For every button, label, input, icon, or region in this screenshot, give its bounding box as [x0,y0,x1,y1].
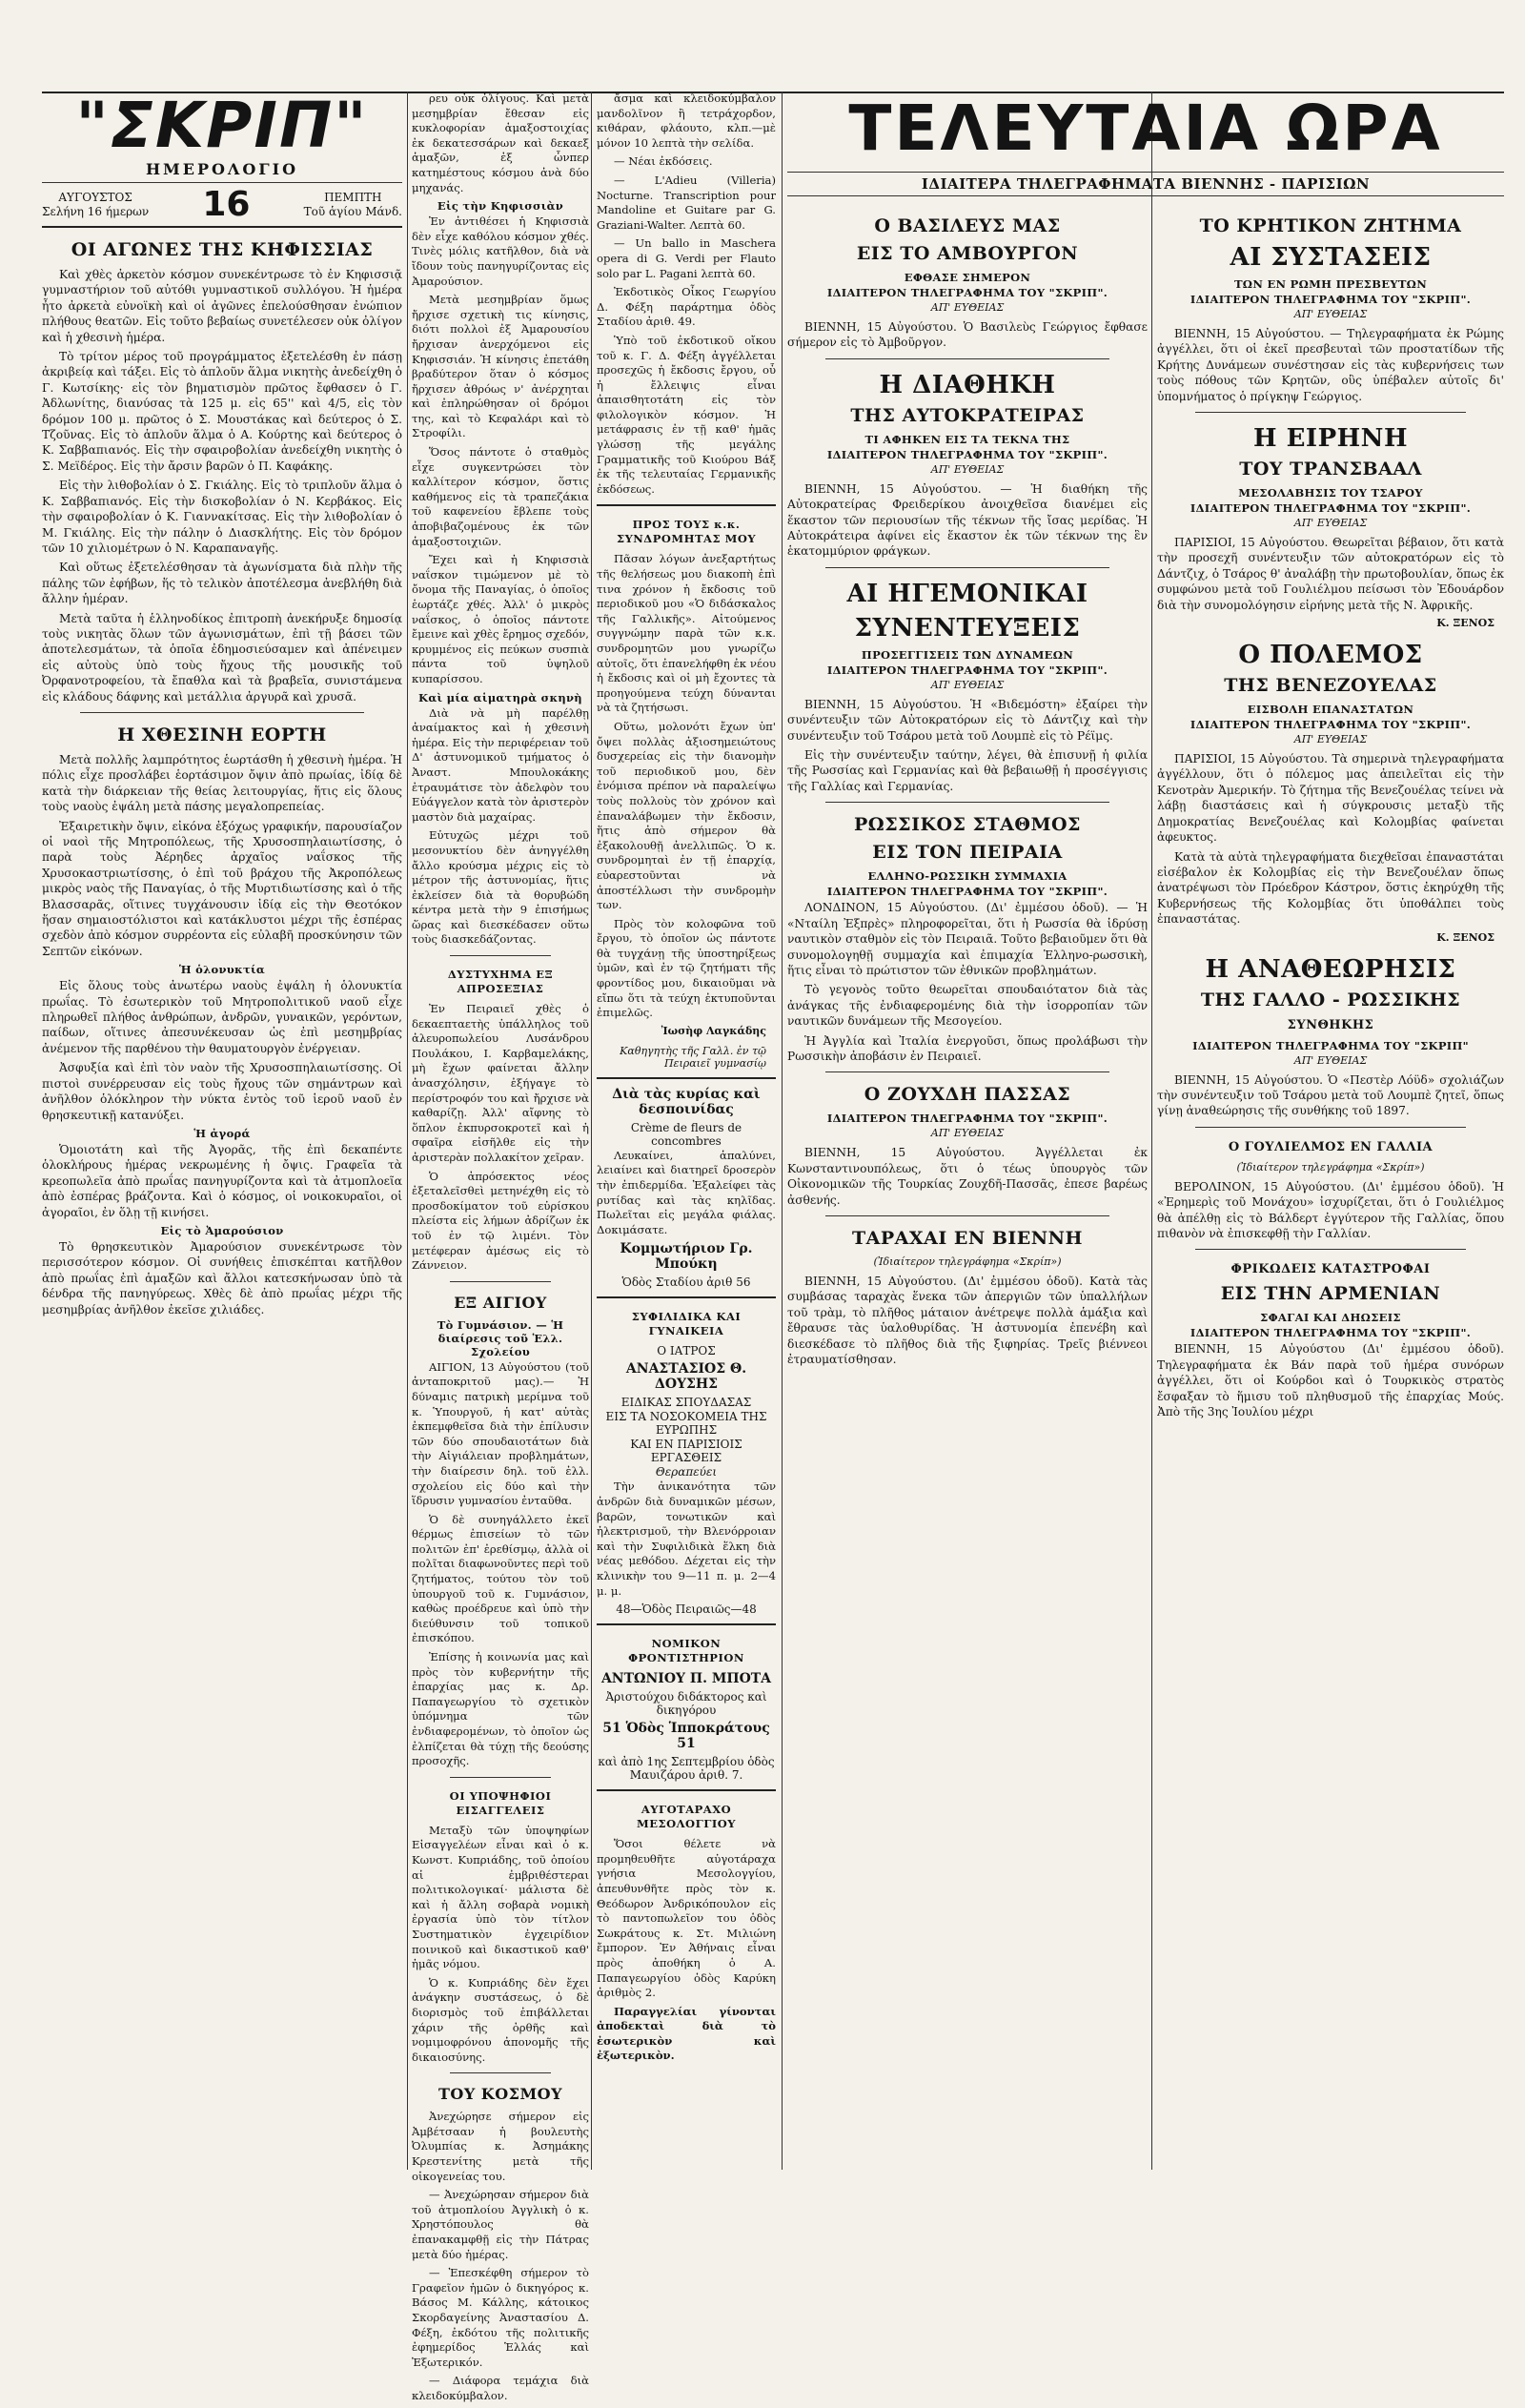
article-paragraph: ΠΑΡΙΣΙΟΙ, 15 Αὐγούστου. Τὰ σημερινὰ τηλεγραφήματα ἀγγέλλουν, ὅτι ὁ πόλεμος μας ἀπειλεῖται εἰς τὴν Κενοτρὰν Ἀμερικήν. Τὸ ζήτημα τῆς Βενεζουέλας τείνει νὰ λάβῃ διαστάσεις καὶ ἡ σύγκρουσις μεταξὺ τῆς Δημοκρατίας Βενεζουέλας καὶ Κολομβίας φαίνεται ἀφευκτος. [1157,752,1504,845]
headline: ΤΟ ΚΡΗΤΙΚΟΝ ΖΗΤΗΜΑ [1199,215,1462,236]
article-paragraph: ΒΙΕΝΝΗ, 15 Αὐγούστου. — Ἡ διαθήκη τῆς Αὐτοκρατείρας Φρειδερίκου ἀνοιχθεῖσα διανέμει εἰς ἕκαστον τῶν περιουσίων τῆς τέκνων τῆς ἴσας μερίδας. Ἡ Αὐτοκράτειρα ἀφίνει εἰς ἕκαστον ἐκ τῶν τέκνων της ἓν ἑκατομμύριον φράγκων. [787,481,1148,559]
article-paragraph: Τὸ τρίτον μέρος τοῦ προγράμματος ἐξετελέσθη ἐν πάσῃ ἀκριβείᾳ καὶ τάξει. Εἰς τὸ ἁπλοῦν ἅλμα νικητὴς ἀνεδείχθη ὁ Γ. Κωτσίκης· εἰς τὸν βηματισμὸν πρῶτος ἔφθασεν ὁ Γ. Ἀδλωνίτης, διανύσας τὰ 125 μ. εἰς 65'' καὶ 4/5, εἰς τὸν δρόμον 100 μ. πρῶτος ὁ Σ. Μουστάκας καὶ δεύτερος ὁ Σ. Τζοῦνας. Εἰς τὸ ἁπλοῦν ἅλμα ὁ Α. Κούρτης καὶ δεύτερος ὁ Κ. Σαββαπιανός. Εἰς τὴν σφαιροβολίαν ἀνεδείχθη νικητὴς ὁ Σ. Μεϊδέρος. Εἰς τὴν ἄρσιν βαρῶν ὁ Π. Καφάκης. [42,350,402,473]
article-paragraph: Ὁ δὲ συνηγάλλετο ἐκεῖ θέρμως ἐπισείων τὸ τῶν πολιτῶν ἐπ' ἐρεθίσμῳ, ἀλλὰ οἱ πολῖται διαφωνοῦντες περὶ τοῦ ζητήματος, τούτου τὸν τοῦ ὑπουργοῦ τοῦ κ. Γυμνάσιον, καθὼς προέδρευε καὶ ὑπὸ τὴν διεύθυνσιν τοῦ τοπικοῦ ἐπισκόπου. [412,1512,589,1645]
telegram-label: ΙΔΙΑΙΤΕΡΟΝ ΤΗΛΕΓΡΑΦΗΜΑ ΤΟΥ "ΣΚΡΙΠ" [1192,1038,1469,1052]
signature: Ἰωσὴφ Λαγκάδης [661,1024,766,1037]
section-divider [597,1623,776,1625]
column-3 [787,204,1148,1371]
article-paragraph: Ὁ κ. Κυπριάδης δὲν ἔχει ἀνάγκην συστάσεως, ὁ δὲ διορισμὸς τοῦ ἐπιβάλλεται χάριν τῆς ὀρθῆς καὶ νομιμοφρόνου ἀπονομῆς τῆς δικαιοσύνης. [412,1975,589,2064]
headline: ΕΙΣ ΤΗΝ ΑΡΜΕΝΙΑΝ [1220,1283,1441,1305]
article-paragraph: — Ἀνεχώρησαν σήμερον διὰ τοῦ ἀτμοπλοίου Ἀγγλικὴ ὁ κ. Χρηστόπουλος θὰ ἐπανακαμφθῇ εἰς τὴν Πάτρας μετὰ δύο ἡμέρας. [412,2188,589,2261]
headline: ΕΙΣ ΤΟΝ ΠΕΙΡΑΙΑ [872,842,1063,864]
headline-sub: ΠΡΟΣΕΓΓΙΣΕΙΣ ΤΩΝ ΔΥΝΑΜΕΩΝ [861,647,1074,662]
direct-label: ΑΠ' ΕΥΘΕΙΑΣ [930,301,1005,314]
column-divider [1151,92,1152,2170]
article-paragraph: ΒΙΕΝΝΗ, 15 Αὐγούστου (Δι' ἐμμέσου ὁδοῦ). Τηλεγραφήματα ἐκ Βάν παρὰ τοῦ ἡμέρα συνόρων ἀγγέλλει, ὅτι οἱ Κούρδοι καὶ ὁ Τουρκικὸς στρατὸς ἔσφαξαν τὸ ἥμισυ τοῦ πληθυσμοῦ τῆς ἐπαρχίας Μούς. Ἀπὸ τῆς 3ης Ἰουλίου μέχρι [1157,1342,1504,1418]
article-paragraph: — Νέαι ἐκδόσεις. [614,154,713,169]
section-divider [450,1281,551,1282]
article-paragraph: ΛΟΝΔΙΝΟΝ, 15 Αὐγούστου. (Δι' ἐμμέσου ὁδοῦ). — Ἡ «Νταίλη Ἐξπρὲς» πληροφορεῖται, ὅτι ἡ Ρωσσία θὰ ἱδρύσῃ ναυτικὸν σταθμὸν εἰς τὸν Πειραιᾶ. Τοῦτο βεβαιοῦμεν ὅτι θὰ συνομολογηθῇ συμμαχία καὶ ἐπιμαχία Ἑλληνο-ρωσσικὴ, ἥτις εἶναι τὸ πρώτιστον τῶν ἐθνικῶν προβλημάτων. [787,901,1148,977]
article-paragraph: Πᾶσαν λόγων ἀνεξαρτήτως τῆς θελήσεως μου διακοπὴ ἐπὶ τινα χρόνον ἡ ἔκδοσις τοῦ περιοδικοῦ μου «Ὁ διδάσκαλος τῆς Γαλλικῆς». Αἰτούμενος συγγνώμην παρὰ τῶν κ.κ. συνδρομητῶν μου γνωρίζω αὐτοῖς, ὅτι ἐπανελήφθη ἐκ νέου ἡ ἔκδοσις καὶ οἱ μὴ ἔχοντες τὰ προηγούμενα τεύχη δύνανται νὰ τὰ ζητήσωσι. [597,552,776,715]
article-paragraph: Τὸ θρησκευτικὸν Ἀμαρούσιον συνεκέντρωσε τὸν περισσότερον κόσμον. Οἱ συνήθεις ἐπισκέπται κατῆλθον ἀπὸ πρωΐας ἐπὶ ἁμαξῶν καὶ ἄλλοι κατεσκήνωσαν ὑπὸ τὰ δένδρα τῆς πανηγύρεως. Χθὲς δὲ ἀπὸ πρωΐας μέχρι τῆς μεσημβρίας ἀνῆλθον ἐκεῖσε χιλιάδες. [42,1239,402,1316]
column-4 [1157,204,1504,1423]
ad-address: 51 Ὁδὸς Ἱπποκράτους 51 [602,1721,770,1752]
article-paragraph: Ὅσος πάντοτε ὁ σταθμὸς εἶχε συγκεντρώσει τὸν καλλίτερον κόσμον, ὅστις καθήμενος εἰς τὰ τραπεζάκια τοῦ καφενείου ἔβλεπε τοὺς ἀποβιβαζομένους ἐκ τῶν ἁμαξοστοιχιῶν. [412,445,589,548]
section-divider [80,712,364,713]
article-paragraph: Διὰ νὰ μὴ παρέλθῃ ἀναίμακτος καὶ ἡ χθεσινὴ ἡμέρα. Εἰς τὴν περιφέρειαν τοῦ Δ' ἀστυνομικοῦ τμήματος ὁ Ἀναστ. Μπουλοκάκης ἐτραυμάτισε τὸν ἀδελφὸν του Εὐάγγελον κατὰ τὸν ἀριστερὸν μαστὸν διὰ μαχαίρας. [412,705,589,824]
headline: ΤΟΥ ΤΡΑΝΣΒΑΑΛ [1239,459,1422,480]
headline-sub: ΕΦΘΑΣΕ ΣΗΜΕΡΟΝ [904,271,1031,284]
telegram-label: ΙΔΙΑΙΤΕΡΟΝ ΤΗΛΕΓΡΑΦΗΜΑ ΤΟΥ "ΣΚΡΙΠ". [826,1112,1108,1126]
article-paragraph: Οὕτω, μολονότι ἔχων ὑπ' ὄψει πολλὰς ἀξιοσημειώτους δυσχερείας εἰς τὴν διανομὴν τοῦ περιοδικοῦ μου, δὲν ἐνόμισα πρέπον νὰ παραλείψω τοὺς πολλοὺς τὸν χρόνον καὶ ἐπαναλάβωμεν τὴν ἔκδοσιν, ἥτις ἀπὸ σήμερον θὰ ἐξακολουθῇ ἀνελλιπῶς. Ὁ κ. συνδρομηταὶ ἐν τῇ ἐπαρχίᾳ, εὐαρεστοῦνται νὰ ἀποστέλλωσι τὴν συνδρομὴν των. [597,719,776,912]
signature: Κ. ΞΕΝΟΣ [1436,617,1494,630]
ad-line: καὶ ἀπὸ 1ης Σεπτεμβρίου ὁδὸς Μαυιζάρου ἀριθ. 7. [598,1755,775,1783]
headline: ΤΑΡΑΧΑΙ ΕΝ ΒΙΕΝΝΗ [852,1227,1083,1249]
ad-title: Διὰ τὰς κυρίας καὶ δεσποινίδας [612,1086,761,1117]
article-title: ΟΙ ΥΠΟΨΗΦΙΟΙ ΕΙΣΑΓΓΕΛΕΙΣ [449,1788,552,1817]
masthead-weekday: ΠΕΜΠΤΗ [324,190,382,204]
direct-label: ΑΠ' ΕΥΘΕΙΑΣ [930,1127,1005,1140]
article-paragraph: ΒΙΕΝΝΗ, 15 Αὐγούστου. Ἀγγέλλεται ἐκ Κωνσταντινουπόλεως, ὅτι ὁ τέως ὑπουργὸς τῶν Οἰκονομικῶν τῆς Τουρκίας Ζουχδῆ-Πασσᾶς, ἐπεσε βαρέως ἀσθενής. [787,1146,1148,1207]
section-divider [825,802,1109,803]
article-subheading: Καὶ μία αἱματηρὰ σκηνὴ [418,690,582,704]
article-paragraph: Καὶ οὕτως ἐξετελέσθησαν τὰ ἀγωνίσματα διὰ πλὴν τῆς πάλης τῶν ἐφήβων, ἥς τὸ τελικὸν ἀποτέλεσμα ἀνεβλήθη διὰ ἄλλην ἡμέραν. [42,561,402,606]
article-paragraph: ΒΙΕΝΝΗ, 15 Αὐγούστου. Ὁ «Πεστὲρ Λόϋδ» σχολιάζων τὴν συνέντευξιν τοῦ Τσάρου μετὰ τοῦ Λουμπὲ ζητεῖ, ὅπως γίνῃ ἀναθεώρησις τῆς συνθήκης τοῦ 1897. [1157,1072,1504,1118]
telegram-label: ΙΔΙΑΙΤΕΡΟΝ ΤΗΛΕΓΡΑΦΗΜΑ ΤΟΥ "ΣΚΡΙΠ". [826,447,1108,461]
direct-label: ΑΠ' ΕΥΘΕΙΑΣ [930,462,1005,476]
section-divider [825,358,1109,359]
telegram-label: ΙΔΙΑΙΤΕΡΟΝ ΤΗΛΕΓΡΑΦΗΜΑ ΤΟΥ "ΣΚΡΙΠ". [1190,1326,1472,1340]
article-paragraph: Κατὰ τὰ αὐτὰ τηλεγραφήματα διεχθεῖσαι ἐπαναστάται εἰσέβαλον ἐκ Κολομβίας εἰς τὴν Βενεζουέλαν ὅπως ἀνατρέψωσι τὸν Πρόεδρον Κάστρον, ὅστις ἐκηρύχθη τῆς Κυβερνήσεως τῆς Κολομβίας ὅτι ὑποθάλπει τοὺς ἐπαναστάτας. [1157,849,1504,927]
article-paragraph: — Ἐπεσκέφθη σήμερον τὸ Γραφεῖον ἡμῶν ὁ δικηγόρος κ. Βάσος Μ. Κάλλης, κάτοικος Σκορδαγείνης Ἀναστασίου Δ. Φέξη, ἐκδότου τῆς πολιτικῆς ἐφημερίδος Ἑλλάς καὶ Ἐξωτερικόν. [412,2266,589,2369]
article-paragraph: ΒΙΕΝΝΗ, 15 Αὐγούστου. (Δι' ἐμμέσου ὁδοῦ). Κατὰ τὰς συμβάσας ταραχὰς ἕνεκα τῶν ἀπεργιῶν τῶν ὑπαλλήλων τοῦ τρὰμ, τὸ πλῆθος μάταιον ἀνέτρεψε πολλὰ ἁμάξια καὶ ἔθραυσε τὰς ὑαλοθυρίδας. Ἡ ἀστυνομία ἐπενέβη καὶ διεσκέδασε τὸ πλῆθος διὰ τῆς ξιφηρίας. Τρεῖς βιέννεοι ἐτραυματίσθησαν. [787,1274,1148,1366]
article-title: ΕΞ ΑΙΓΙΟΥ [454,1293,547,1312]
article-paragraph: ΒΕΡΟΛΙΝΟΝ, 15 Αὐγούστου. (Δι' ἐμμέσου ὁδοῦ). Ἡ «Ἐρημερὶς τοῦ Μονάχου» ἰσχυρίζεται, ὅτι ὁ Γουλιέλμος θὰ ἀπέλθῃ εἰς τὸ Βάλδερτ ἐγγύτερον τῆς Γαλλίας, ὅπου πιθανὸν νὰ ἐπισκεφθῇ τὴν Γαλλίαν. [1157,1179,1504,1240]
headline-sub: ΜΕΣΟΛΑΒΗΣΙΣ ΤΟΥ ΤΣΑΡΟΥ [1238,486,1423,500]
article-subheading: Τὸ Γυμνάσιον. — Ἡ διαίρεσις τοῦ Ἑλλ. Σχολείου [437,1317,564,1358]
ad-body: Λευκαίνει, ἁπαλύνει, λειαίνει καὶ διατηρεῖ δροσερὸν τὴν ἐπιδερμίδα. Ἐξαλείφει τὰς ρυτίδας καὶ τὰς κηλῖδας. Πωλεῖται εἰς μεγάλα φιάλας. Δοκιμάσατε. [597,1148,776,1236]
masthead-right [304,191,402,219]
section-divider [450,1777,551,1778]
masthead-subtitle: ΗΜΕΡΟΛΟΓΙΟ [145,160,299,178]
ad-name: ΑΝΑΣΤΑΣΙΟΣ Θ. ΔΟΥΣΗΣ [625,1361,747,1393]
masthead-left [42,191,149,219]
article-subheading: Ἡ ὁλονυκτία [178,963,266,977]
telegram-label: (Ἰδιαίτερον τηλεγράφημα «Σκρίπ») [1236,1160,1425,1173]
masthead-saint: Τοῦ ἁγίου Μάνδ. [303,204,402,218]
ad-body: Τὴν ἀνικανότητα τῶν ἀνδρῶν διὰ δυναμικῶν μέσων, βαρῶν, τονωτικῶν καὶ ἠλεκτρισμοῦ, τὴν Βλενόρροιαν καὶ τὴν Συφιλιδικὰ ἕλκη διὰ νέας μεθόδου. Δέχεται εἰς τὴν κλινικὴν του 9—11 π. μ. 2—4 μ. μ. [597,1479,776,1598]
column-divider [591,92,592,2170]
ad-name: ΑΝΤΩΝΙΟΥ Π. ΜΠΟΤΑ [600,1671,772,1687]
telegram-label: ΙΔΙΑΙΤΕΡΟΝ ΤΗΛΕΓΡΑΦΗΜΑ ΤΟΥ "ΣΚΡΙΠ". [826,663,1108,677]
article-paragraph: Εὐτυχῶς μέχρι τοῦ μεσονυκτίου δὲν ἀνηγγέλθη ἄλλο κρούσμα μέχρις εἰς τὸ μέτρον τῆς ἀστυνομίας, ἥτις ἐκλείσεν διὰ τὰ θορυβώδη κέντρα μετὰ τὴν 9 ἐπισήμως ὥρας καὶ διεσκέδασεν οὕτω τοὺς διασκεδάζοντας. [412,828,589,947]
section-divider [825,1215,1109,1216]
masthead-moon: Σελήνη 16 ήμερων [42,204,150,218]
column-divider [782,92,783,2170]
article-paragraph: Ὁ ἀπρόσεκτος νέος ἐξεταλεῖσθεὶ μετηνέχθη εἰς τὸ προσδοκίματον τοῦ εὐρίσκου πλείστα εἰς λήμων ἀδρίζων ἐκ τοῦ ἐν τῷ λιμένι. Τὸν μετέφεραν ἀμέσως εἰς τὸ Ζάννειον. [412,1169,589,1273]
article-title: Η ΧΘΕΣΙΝΗ ΕΟΡΤΗ [117,724,327,745]
column-2 [412,92,589,2408]
article-paragraph: Πρὸς τὸν κολοφῶνα τοῦ ἔργου, τὸ ὁποῖον ὡς πάντοτε θὰ τυγχάνῃ τῆς ὑποστηρίξεως ὑμῶν, καὶ ἐν τῷ ζητήματι τῆς φροντίδος μου, δικαιοῦμαι νὰ εἴπω ὅτι τὰ τεύχη ἐκτυποῦνται ἐπιμελῶς. [597,916,776,1020]
article-paragraph: Μετὰ πολλῆς λαμπρότητος ἑωρτάσθη ἡ χθεσινὴ ἡμέρα. Ἡ πόλις εἶχε προσλάβει ἑορτάσιμον ὄψιν ἀπὸ πρωίας, ἰδίᾳ δὲ κατὰ τὴν διάρκειαν τῆς θείας λειτουργίας, ἥτις εἰς ὅλους τοὺς ναοὺς ἐψάλη μετὰ πάσης μεγαλοπρεπείας. [42,752,402,814]
masthead [42,92,402,228]
section-divider [1195,412,1466,413]
headline-sub: ΤΙ ΑΦΗΚΕΝ ΕΙΣ ΤΑ ΤΕΚΝΑ ΤΗΣ [864,432,1070,446]
headline: Ο ΓΟΥΛΙΕΛΜΟΣ ΕΝ ΓΑΛΛΙΑ [1228,1139,1434,1154]
headline: ΤΗΣ ΒΕΝΕΖΟΥΕΛΑΣ [1224,675,1437,697]
headline: ΡΩΣΣΙΚΟΣ ΣΤΑΘΜΟΣ [854,814,1081,836]
section-divider [1195,1127,1466,1128]
article-paragraph: Ἡ Ἀγγλία καὶ Ἰταλία ἐνεργοῦσι, ὅπως προλάβωσι τὴν Ρωσσικὴν ἀποβάσιν ἐν Πειραιεῖ. [787,1033,1148,1063]
column-1 [42,92,402,1321]
section-divider [450,955,551,956]
article-paragraph: Ἔχει καὶ ἡ Κηφισσιὰ ναΐσκον τιμώμενον μὲ τὸ ὄνομα τῆς Παναγίας, ὁ ὁποῖος ἑωρτάζε χθές. Ἀλλ' ὁ μικρὸς ναΐσκος, ὁ ὁποῖος πάντοτε ἔμεινε καὶ χθὲς ἔρημος σχεδόν, κρυμμένος εἰς πεύκων συσπιὰ πάντα τοῦ ὑψηλοῦ κυπαρίσσου. [412,553,589,685]
article-paragraph: ἄσμα καὶ κλειδοκύμβαλον μανδολῖνον ἢ τετράχορδον, κιθάραν, φλάουτο, κλπ.—μὲ μόνον 10 λεπτὰ τὴν σελίδα. [597,92,776,150]
telegram-label: ΙΔΙΑΙΤΕΡΟΝ ΤΗΛΕΓΡΑΦΗΜΑ ΤΟΥ "ΣΚΡΙΠ". [826,885,1108,899]
headline: ΤΗΣ ΑΥΤΟΚΡΑΤΕΙΡΑΣ [850,404,1085,426]
article-paragraph: Ὑπὸ τοῦ ἐκδοτικοῦ οἴκου τοῦ κ. Γ. Δ. Φέξη ἀγγέλλεται προσεχῶς ἡ ἔκδοσις ἔργου, οὗ ἡ ἔλλειψις εἶναι ἀπαισθητοτάτη εἰς τὸν φιλολογικὸν κόσμον. Ἡ μετάφρασις ἐν τῇ καθ' ἡμᾶς γλώσσῃ τῆς μεγάλης Γραμματικῆς τοῦ Κιούρου Βάξ ἐκ τῆς τελευταίας Γερμανικῆς ἐκδόσεως. [597,333,776,496]
article-paragraph: ρευ οὐκ ὀλίγους. Καὶ μετὰ μεσημβρίαν ἔθεσαν εἰς κυκλοφορίαν ἁμαξοστοιχίας ἐκ δεκατεσσάρων καὶ δεκαεξ ἁμαξῶν, ἐξ ὧνπερ κατημέστους κόσμου ἀνὰ δύο μηχανάς. [412,92,589,194]
headline: ΕΙΣ ΤΟ ΑΜΒΟΥΡΓΟΝ [856,243,1079,264]
ad-line: ΕΙΔΙΚΑΣ ΣΠΟΥΔΑΣΑΣ [620,1396,752,1410]
article-paragraph: Ἐκδοτικὸς Οἶκος Γεωργίου Δ. Φέξη παράρτημα ὁδὸς Σταδίου ἀριθ. 49. [597,285,776,329]
article-subheading: Εἰς τὴν Κηφισσιὰν [437,199,564,214]
article-paragraph: ΒΙΕΝΝΗ, 15 Αὐγούστου. — Τηλεγραφήματα ἐκ Ρώμης ἀγγέλλει, ὅτι οἱ ἐκεῖ πρεσβευταὶ τῶν προστατίδων τῆς Κρήτης Δυνάμεων συνέστησαν εἰς τὰς κυβερνήσεις των τοὺς πόθους τῶν Κρητῶν, οὓς ὑπέβαλεν αὐτοῖς δι' ὑπομνήματος ὁ πρίγκηψ Γεώργιος. [1157,327,1504,403]
article-paragraph: Καὶ χθὲς ἀρκετὸν κόσμον συνεκέντρωσε τὸ ἐν Κηφισσιᾷ γυμναστήριον τοῦ αὐτόθι γυμναστικοῦ συλλόγου. Ἡ ἡμέρα ἦτο ἀρκετὰ εὐνοϊκὴ καὶ οἱ ἀγῶνες ἐπελούσθησαν ἐνώπιον πλήθους θεατῶν. Εἰς τοῦτο βεβαίως συνετέλεσεν οὐκ ὀλίγον καὶ ἡ χθεσινὴ ἡμέρα. [42,268,402,344]
section-divider [597,1296,776,1298]
ad-heading: ΑΥΓΟΤΑΡΑΧΟ ΜΕΣΟΛΟΓΓΙΟΥ [636,1803,737,1831]
article-subheading: Εἰς τὸ Ἀμαρούσιον [160,1223,284,1237]
article-paragraph: Ἐξαιρετικὴν ὄψιν, εἰκόνα ἐξόχως γραφικήν, παρουσίαζον οἱ ναοὶ τῆς Μητροπόλεως, τῆς Χρυσοσπηλαιωτίσσης, ὁ παρὰ τοὺς Ἀέρηδες ἀρχαῖος ναΐσκος τῆς Χρυσοκαστριωτίσσης, ὁ ἐπὶ τοῦ βράχου τῆς Ἀκροπόλεως μικρὸς ναὸς τῆς Παναγίας, ὁ τῆς Μυρτιδιωτίσσης καὶ ὁ τῆς Βλασσαρᾶς, οἵτινες τυγχάνουσιν ἰδίᾳ εἰς τὴν Θεοτόκον ἥσαν σημαιοστόλιστοι καὶ κατάκλυστοι μέχρι τῆς ἐσπέρας σχεδὸν ἀπὸ κόσμον συρρέοντα εἰς εὐλαβῆ προσκύνησιν τῶν Σεπτῶν εἰκόνων. [42,819,402,958]
headline: Ο ΠΟΛΕΜΟΣ [1238,641,1423,670]
headline: ΣΥΝΘΗΚΗΣ [1287,1017,1374,1032]
article-paragraph: Μετὰ ταῦτα ἡ ἑλληνοδίκος ἐπιτροπὴ ἀνεκήρυξε δημοσίᾳ τοὺς νικητὰς ὅλων τῶν ἀγωνισμάτων, ἐπὶ τῇ βάσει τῶν ἀποτελεσμάτων, τὰ ὁποῖα ἐδημοσιεύσαμεν καὶ ἀπένειμεν εἰς αὐτοὺς ὑπὸ τοὺς ἤχους τῆς μουσικῆς τοῦ Ὀρφανοτροφείου, τὰ ἔπαθλα καὶ τὰ βραβεῖα, συνιστάμενα εἰς κλάδους δάφνης καὶ μετάλλια ἀργυρᾶ καὶ χρυσᾶ. [42,611,402,704]
ad-line: Θεραπεύει [655,1465,718,1479]
article-title: ΔΥΣΤΥΧΗΜΑ ΕΞ ΑΠΡΟΣΕΞΙΑΣ [447,968,554,996]
article-title: ΠΡΟΣ ΤΟΥΣ κ.κ. ΣΥΝΔΡΟΜΗΤΑΣ ΜΟΥ [616,518,757,546]
headline: ΣΥΝΕΝΤΕΥΞΕΙΣ [854,613,1081,643]
article-paragraph: Ἐπίσης ἡ κοινωνία μας καὶ πρὸς τὸν κυβερνήτην τῆς ἐπαρχίας μας κ. Δρ. Παπαγεωργίου τὸ σχετικὸν ὑπόμνημα τῶν ἐνδιαφερομένων, τὸ ὁποῖον ὡς ἐλπίζεται θὰ τύχῃ τῆς δεούσης προσοχῆς. [412,1650,589,1768]
ad-address: Ὁδὸς Σταδίου ἀριθ 56 [621,1275,751,1290]
headline: Ο ΖΟΥΧΔΗ ΠΑΣΣΑΣ [864,1084,1071,1106]
article-paragraph: ΠΑΡΙΣΙΟΙ, 15 Αὐγούστου. Θεωρεῖται βέβαιον, ὅτι κατὰ τὴν προσεχῆ συνέντευξιν τῶν αὐτοκρατόρων εἰς τὸ Δάντζιχ, ὁ Τσάρος θ' ἀναλάβῃ τὴν πρωτοβουλίαν, ὅπως ἐκ συμφώνου μετὰ τοῦ Γουλιέλμου πείσωσι τὸν Ἐδουάρδον διὰ τὴν συνομολόγησιν εἰρήνης μετὰ τῆς Ν. Ἀφρικῆς. [1157,536,1504,612]
ad-line: ΚΑΙ ΕΝ ΠΑΡΙΣΙΟΙΣ ΕΡΓΑΣΘΕΙΣ [630,1438,742,1465]
direct-label: ΑΠ' ΕΥΘΕΙΑΣ [930,678,1005,691]
telegram-label: (Ἰδιαίτερον τηλεγράφημα «Σκρίπ») [873,1255,1062,1268]
banner-title: ΤΕΛΕΥΤΑΙΑ ΩΡΑ [848,92,1443,165]
ad-line: ΕΙΣ ΤΑ ΝΟΣΟΚΟΜΕΙΑ ΤΗΣ ΕΥΡΩΠΗΣ [605,1410,767,1438]
article-paragraph: — L'Adieu (Villeria) Nocturne. Transcription pour Mandoline et Guitare par G. Graziani-Walter. Λεπτὰ 60. [597,173,776,232]
column-2b [597,92,776,2068]
direct-label: ΑΠ' ΕΥΘΕΙΑΣ [1293,733,1368,746]
section-divider [825,1071,1109,1072]
article-paragraph: Μεταξὺ τῶν ὑποψηφίων Εἰσαγγελέων εἶναι καὶ ὁ κ. Κωνστ. Κυπριάδης, τοῦ ὁποίου αἱ ἐμβριθέστεραι πολιτικολογικαί· μάλιστα δὲ καὶ ἡ ἄλλη σοβαρὰ νομικὴ ἐργασία ὑπὸ τὸν τίτλον Συστηματικὸν ἐγχειρίδιον ποινικοῦ καὶ δικαστικοῦ καθ' ἡμᾶς νόμου. [412,1823,589,1971]
ad-body: Παραγγελίαι γίνονται ἀποδεκταὶ διὰ τὸ ἐσωτερικὸν καὶ ἐξωτερικὸν. [597,2004,776,2063]
telegram-label: ΙΔΙΑΙΤΕΡΟΝ ΤΗΛΕΓΡΑΦΗΜΑ ΤΟΥ "ΣΚΡΙΠ". [1190,501,1472,516]
ad-line: Ο ΙΑΤΡΟΣ [657,1344,716,1358]
article-title: ΟΙ ΑΓΩΝΕΣ ΤΗΣ ΚΗΦΙΣΣΙΑΣ [71,239,374,260]
article-paragraph: ΒΙΕΝΝΗ, 15 Αὐγούστου. Ἡ «Βιδεμόστη» ἐξαίρει τὴν συνέντευξιν τῶν Αὐτοκρατόρων εἰς τὸ Δάντζιχ καὶ τὴν συνέντευξιν τοῦ Τσάρου μετὰ τοῦ Λουμπὲ εἰς τὸ Ρέϊμς. [787,697,1148,743]
article-paragraph: ΒΙΕΝΝΗ, 15 Αὐγούστου. Ὁ Βασιλεὺς Γεώργιος ἔφθασε σήμερον εἰς τὸ Ἀμβοῦργον. [787,320,1148,350]
direct-label: ΑΠ' ΕΥΘΕΙΑΣ [1293,308,1368,320]
ad-address: 48—Ὁδὸς Πειραιῶς—48 [616,1602,757,1617]
masthead-title: "ΣΚΡΙΠ" [75,92,369,162]
direct-label: ΑΠ' ΕΥΘΕΙΑΣ [1293,1053,1368,1067]
section-divider [597,1077,776,1079]
headline: ΦΡΙΚΩΔΕΙΣ ΚΑΤΑΣΤΡΟΦΑΙ [1230,1262,1431,1277]
headline: Η ΕΙΡΗΝΗ [1252,424,1409,454]
headline: Η ΔΙΑΘΗΚΗ [879,370,1056,399]
ad-subtitle: Crème de fleurs de concombres [630,1120,742,1148]
masthead-day-number: 16 [202,185,251,224]
headline: Ο ΒΑΣΙΛΕΥΣ ΜΑΣ [874,215,1061,236]
article-paragraph: Ἐν Πειραιεῖ χθὲς ὁ δεκαεπταετὴς ὑπάλληλος τοῦ ἀλευροπωλείου Λυσάνδρου Πουλάκου, Ι. Καρβαμελάκης, μὴ ἔχων φαίνεται ἄλλην ἀνασχόλησιν, ἐξήγαγε τὸ περίστροφόν του καὶ ἤρχισε νὰ καθαρίζῃ. Ἀλλ' αἴφνης τὸ ὅπλον ἐκπυρσοκροτεῖ καὶ ἡ σφαῖρα εἰσῆλθε εἰς τὴν ἀριστερὰν πολλακίτον χεῖραν. [412,1002,589,1164]
headline: ΑΙ ΗΓΕΜΟΝΙΚΑΙ [846,579,1088,608]
ad-line: Ἀριστούχου διδάκτορος καὶ δικηγόρου [605,1690,767,1718]
headline: ΑΙ ΣΥΣΤΑΣΕΙΣ [1230,243,1432,272]
section-divider [825,567,1109,568]
masthead-month: ΑΥΓΟΥΣΤΟΣ [58,190,132,204]
column-divider [407,92,408,2170]
section-divider [597,504,776,506]
article-paragraph: Εἰς τὴν λιθοβολίαν ὁ Σ. Γκιάλης. Εἰς τὸ τριπλοῦν ἅλμα ὁ Κ. Σαββαπιανός. Εἰς τὴν δισκοβολίαν ὁ Ν. Κερβάκος. Εἰς τὴν σφαιροβολίαν ὁ Κ. Γιαννακίτσας. Εἰς τὴν λιθοβολίαν ὁ Μ. Γκιάλης. Εἰς τὴν πάλην ὁ Διασκλήτης. Εἰς τὸν δρόμον τῶν 10 χιλιομέτρων ὁ Ν. Καραπαναγῆς. [42,479,402,555]
article-paragraph: Εἰς ὅλους τοὺς ἀνωτέρω ναοὺς ἐψάλη ἡ ὁλονυκτία πρωΐας. Τὸ ἐσωτερικὸν τοῦ Μητροπολιτικοῦ ναοῦ εἶχε πληρωθεῖ πλήθος ἀνθρώπων, ἀνδρῶν, γυναικῶν, γερόντων, παίδων, οἵτινες ἀπεσυνέκευσαν ὡς ἐπὶ μεσημβρίας ἀνέμενον τῆς παρθένου τὴν θαυματουργὸν ἐνέργειαν. [42,979,402,1055]
direct-label: ΑΠ' ΕΥΘΕΙΑΣ [1293,517,1368,530]
section-divider [597,1789,776,1791]
headline-sub: ΤΩΝ ΕΝ ΡΩΜΗ ΠΡΕΣΒΕΥΤΩΝ [1233,277,1428,291]
telegram-label: ΙΔΙΑΙΤΕΡΟΝ ΤΗΛΕΓΡΑΦΗΜΑ ΤΟΥ "ΣΚΡΙΠ". [1190,718,1472,732]
section-divider [1195,1249,1466,1250]
article-paragraph: ΑΙΓΙΟΝ, 13 Αὐγούστου (τοῦ ἀνταποκριτοῦ μας).— Ἡ δύναμις πατρικὴ μερίμνα τοῦ κ. Ὑπουργοῦ, ἡ κατ' αὐτὰς ἐκπεμφθεῖσα διὰ τὴν ἐπίλυσιν τῶν δύο σπουδαιοτάτων διὰ τὴν Αἰγιάλειαν προβλημάτων, τὴν διαίρεσιν δηλ. τοῦ ἐλλ. σχολείου εἰς δύο καὶ τὴν ἵδρυσιν γυμνασίου ἐνταῦθα. [412,1359,589,1508]
masthead-date-row [42,182,402,228]
article-paragraph: Ἐν ἀντιθέσει ἡ Κηφισσιὰ δὲν εἶχε καθόλου κόσμον χθές. Τινὲς μόλις κατῆλθον, διὰ νὰ ἴδουν τοὺς πανηγυρίζοντας εἰς Ἀμαρούσιον. [412,214,589,288]
article-subheading: Ἡ ἀγορά [193,1126,251,1140]
ad-heading: ΣΥΦΙΛΙΔΙΚΑ ΚΑΙ ΓΥΝΑΙΚΕΙΑ [631,1310,742,1338]
article-paragraph: Εἰς τὴν συνέντευξιν ταύτην, λέγει, θὰ ἐπισυνῇ ἡ φιλία τῆς Ρωσσίας καὶ Γερμανίας καὶ θὰ βεβαιωθῇ ἡ προσέγγισις τῆς Γαλλίας καὶ Γερμανίας. [787,748,1148,793]
signature: Κ. ΞΕΝΟΣ [1436,930,1494,944]
article-paragraph: Μετὰ μεσημβρίαν ὅμως ἤρχισε σχετικὴ τις κίνησις, διότι πολλοὶ ἐξ Ἀμαρουσίου ἤρχισαν ἀνερχόμενοι εἰς Κηφισσιάν. Ἡ κίνησις ἐπετάθη βραδύτερον ὅταν ὁ κόσμος ἤρχισεν ἀθρόως ν' ἀνέρχηται καὶ ἐπληρώθησαν οἱ δρόμοι της, καὶ τὸ Κεφαλάρι καὶ τὸ Στροφίλι. [412,293,589,440]
article-paragraph: Ἀσφυξία καὶ ἐπὶ τὸν ναὸν τῆς Χρυσοσπηλαιωτίσσης. Οἱ πιστοὶ συνέρρευσαν εἰς τοὺς ἤχους τῶν σημάντρων καὶ ἀνῆλθον ὁλόκληρον τὴν νύκτα ἐντὸς τοῦ ἱεροῦ ναοῦ ἐν θρησκευτικῇ κατανύξει. [42,1061,402,1122]
article-paragraph: Τὸ γεγονὸς τοῦτο θεωρεῖται σπουδαιότατον διὰ τὰς ἀνάγκας τῆς ἐνδιαφερομένης διὰ τὴν ἰσορροπίαν τῶν ναυτικῶν δυνάμεων τῆς Μεσογείου. [787,983,1148,1029]
article-title: ΤΟΥ ΚΟΣΜΟΥ [437,2085,563,2104]
section-divider [450,2072,551,2073]
headline: ΤΗΣ ΓΑΛΛΟ - ΡΩΣΣΙΚΗΣ [1200,989,1461,1010]
ad-shop: Κομμωτήριον Γρ. Μπούκη [620,1241,753,1273]
article-paragraph: Ὁμοιοτάτη καὶ τῆς Ἀγορᾶς, τῆς ἐπὶ δεκαπέντε ὁλοκλήρους ἡμέρας νεκρωμένης ἡ ὄψις. Γραφεῖα τὰ κρεοπωλεῖα ἀπὸ πρωΐας πανηγυρίζοντα καὶ τὰ ἀτμοπλοεῖα ἀπὸ ἐσπέρας βράζοντα. Καὶ ὁ κόσμος, οἱ νοικοκυραῖοι, οἱ ἀγοραῖοι, ἐν ὅλῃ τῇ κινήσει. [42,1142,402,1219]
article-paragraph: — Un ballo in Maschera opera di G. Verdi per Flauto solo par L. Pagani λεπτὰ 60. [597,236,776,280]
headline-sub: ΣΦΑΓΑΙ ΚΑΙ ΔΗΩΣΕΙΣ [1260,1311,1401,1325]
ad-heading: ΝΟΜΙΚΟΝ ΦΡΟΝΤΙΣΤΗΡΙΟΝ [628,1637,744,1665]
headline-sub: ΕΛΛΗΝΟ-ΡΩΣΣΙΚΗ ΣΥΜΜΑΧΙΑ [867,869,1068,884]
headline-sub: ΕΙΣΒΟΛΗ ΕΠΑΝΑΣΤΑΤΩΝ [1247,703,1414,717]
article-paragraph: Ἀνεχώρησε σήμερον εἰς Ἀμβέτσααν ἡ βουλευτὴς Ὀλυμπίας κ. Ἀσημάκης Κρεστενίτης μετὰ τῆς οἰκογενείας του. [412,2110,589,2183]
signature-title: Καθηγητὴς τῆς Γαλλ. ἐν τῷ Πειραιεῖ γυμνασίῳ [620,1044,766,1070]
article-paragraph: — Διάφορα τεμάχια διὰ κλειδοκύμβαλον. [412,2374,589,2402]
ad-body: Ὅσοι θέλετε νὰ προμηθευθῆτε αὐγοτάραχα γνήσια Μεσολογγίου, ἀπευθυνθῆτε πρὸς τὸν κ. Θεόδωρον Ἀνδρικόπουλον εἰς τὸ παντοπωλεῖον του ὁδὸς Σωκράτους κ. Στ. Μιλιώνη ἔμπορον. Ἐν Ἀθήναις εἶναι πρὸς ἀποθήκη ὁ Α. Παπαγεωργίου ὁδὸς Καρύκη ἀριθμὸς 2. [597,1837,776,2000]
headline: Η ΑΝΑΘΕΩΡΗΣΙΣ [1205,954,1456,984]
telegram-label: ΙΔΙΑΙΤΕΡΟΝ ΤΗΛΕΓΡΑΦΗΜΑ ΤΟΥ "ΣΚΡΙΠ". [826,286,1108,299]
telegram-label: ΙΔΙΑΙΤΕΡΟΝ ΤΗΛΕΓΡΑΦΗΜΑ ΤΟΥ "ΣΚΡΙΠ". [1190,293,1472,306]
banner-subtitle: ΙΔΙΑΙΤΕΡΑ ΤΗΛΕΓΡΑΦΗΜΑΤΑ ΒΙΕΝΝΗΣ - ΠΑΡΙΣΙΩΝ [787,172,1504,196]
